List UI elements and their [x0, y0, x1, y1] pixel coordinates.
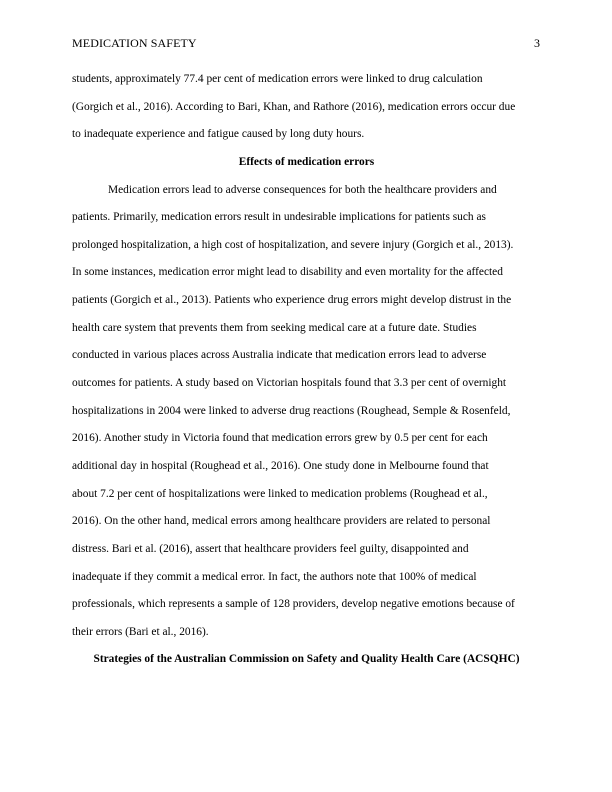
paragraph-line: prolonged hospitalization, a high cost of hospitalization, and severe injury (Gorgich et al., 2013).	[72, 238, 514, 251]
section-heading-effects: Effects of medication errors	[238, 155, 375, 168]
paragraph-line: distress. Bari et al. (2016), assert that healthcare providers feel guilty, disappointed and	[72, 542, 469, 555]
paragraph-line: their errors (Bari et al., 2016).	[72, 625, 209, 638]
page-number: 3	[534, 36, 540, 50]
paragraph-line: patients (Gorgich et al., 2013). Patients who experience drug errors might develop distrust in the	[72, 294, 512, 307]
paragraph-line: professionals, which represents a sample of 128 providers, develop negative emotions because of	[72, 598, 515, 611]
paragraph-line: patients. Primarily, medication errors result in undesirable implications for patients such as	[72, 211, 486, 224]
running-head: MEDICATION SAFETY	[72, 36, 197, 50]
paragraph-line: to inadequate experience and fatigue caused by long duty hours.	[72, 128, 365, 141]
document-body	[72, 66, 541, 674]
section-heading-strategies: Strategies of the Australian Commission on Safety and Quality Health Care (ACSQHC)	[93, 653, 520, 666]
paragraph-line: (Gorgich et al., 2016). According to Bari, Khan, and Rathore (2016), medication errors occur due	[72, 100, 516, 113]
paragraph-line: outcomes for patients. A study based on Victorian hospitals found that 3.3 per cent of overnight	[72, 377, 507, 390]
paragraph-line: health care system that prevents them from seeking medical care at a future date. Studies	[72, 321, 477, 334]
paragraph-line: hospitalizations in 2004 were linked to adverse drug reactions (Roughead, Semple & Rosenfeld,	[72, 404, 511, 417]
paragraph-line: In some instances, medication error might lead to disability and even mortality for the affected	[72, 266, 503, 279]
paragraph-line: additional day in hospital (Roughead et al., 2016). One study done in Melbourne found that	[72, 459, 489, 472]
paragraph-line: conducted in various places across Australia indicate that medication errors lead to adverse	[72, 349, 487, 362]
paragraph-line: about 7.2 per cent of hospitalizations were linked to medication problems (Roughead et al.,	[72, 487, 488, 500]
paragraph-line: Medication errors lead to adverse consequences for both the healthcare providers and	[108, 183, 497, 196]
paragraph-line: 2016). Another study in Victoria found that medication errors grew by 0.5 per cent for each	[72, 432, 488, 445]
paragraph-line: students, approximately 77.4 per cent of medication errors were linked to drug calculation	[72, 73, 483, 85]
paragraph-line: inadequate if they commit a medical error. In fact, the authors note that 100% of medical	[72, 570, 477, 583]
paragraph-line: 2016). On the other hand, medical errors among healthcare providers are related to personal	[72, 515, 491, 528]
